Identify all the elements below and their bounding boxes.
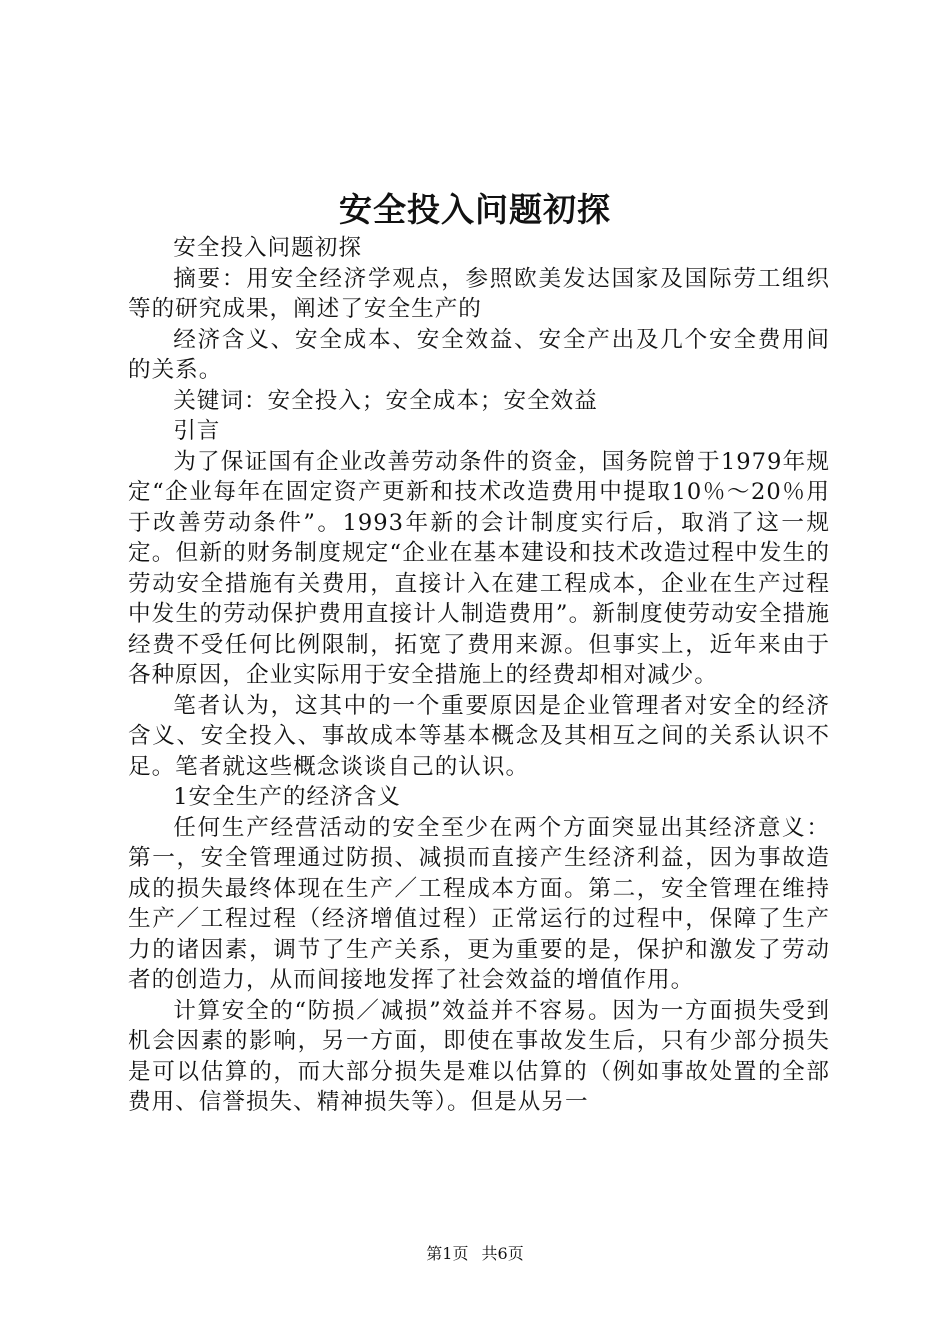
paragraph-introduction: 为了保证国有企业改善劳动条件的资金，国务院曾于1979年规定“企业每年在固定资产更新和技术改造费用中提取10％～20％用于改善劳动条件”。1993年新的会计制度实行后，取消了这一规定。但新的财务制度规定“企业在基本建设和技术改造过程中发生的劳动安全措施有关费用，直接计入在建工程成本，企业在生产过程中发生的劳动保护费用直接计人制造费用”。新制度使劳动安全措施经费不受任何比例限制，拓宽了费用来源。但事实上，近年来由于各种原因，企业实际用于安全措施上的经费却相对减少。 bbox=[128, 448, 830, 688]
page-footer bbox=[0, 1243, 950, 1265]
paragraph-economic-meaning: 任何生产经营活动的安全至少在两个方面突显出其经济意义：第一，安全管理通过防损、减损而直接产生经济利益，因为事故造成的损失最终体现在生产／工程成本方面。第二，安全管理在维持生产／工程过程（经济增值过程）正常运行的过程中，保障了生产力的诸因素，调节了生产关系，更为重要的是，保护和激发了劳动者的创造力，从而间接地发挥了社会效益的增值作用。 bbox=[128, 814, 830, 993]
paragraph-abstract-continued: 经济含义、安全成本、安全效益、安全产出及几个安全费用间的关系。 bbox=[128, 326, 830, 383]
page-total: 共6页 bbox=[481, 1244, 524, 1263]
page-number: 第1页 bbox=[426, 1244, 469, 1263]
paragraph-author-view: 笔者认为，这其中的一个重要原因是企业管理者对安全的经济含义、安全投入、事故成本等基本概念及其相互之间的关系认识不足。笔者就这些概念谈谈自己的认识。 bbox=[128, 692, 830, 780]
paragraph-keywords: 关键词：安全投入；安全成本；安全效益 bbox=[173, 387, 598, 414]
paragraph-repeated-title: 安全投入问题初探 bbox=[173, 235, 362, 261]
page-title: 安全投入问题初探 bbox=[339, 190, 611, 229]
document-body bbox=[128, 233, 830, 1118]
paragraph-abstract: 摘要：用安全经济学观点，参照欧美发达国家及国际劳工组织等的研究成果，阐述了安全生产的 bbox=[128, 265, 830, 322]
heading-introduction: 引言 bbox=[173, 418, 221, 444]
paragraph-loss-calculation: 计算安全的“防损／减损”效益并不容易。因为一方面损失受到机会因素的影响，另一方面，即使在事故发生后，只有少部分损失是可以估算的，而大部分损失是难以估算的（例如事故处置的全部费用、信誉损失、精神损失等）。但是从另一 bbox=[128, 997, 830, 1115]
heading-section-1: 1安全生产的经济含义 bbox=[173, 784, 401, 810]
